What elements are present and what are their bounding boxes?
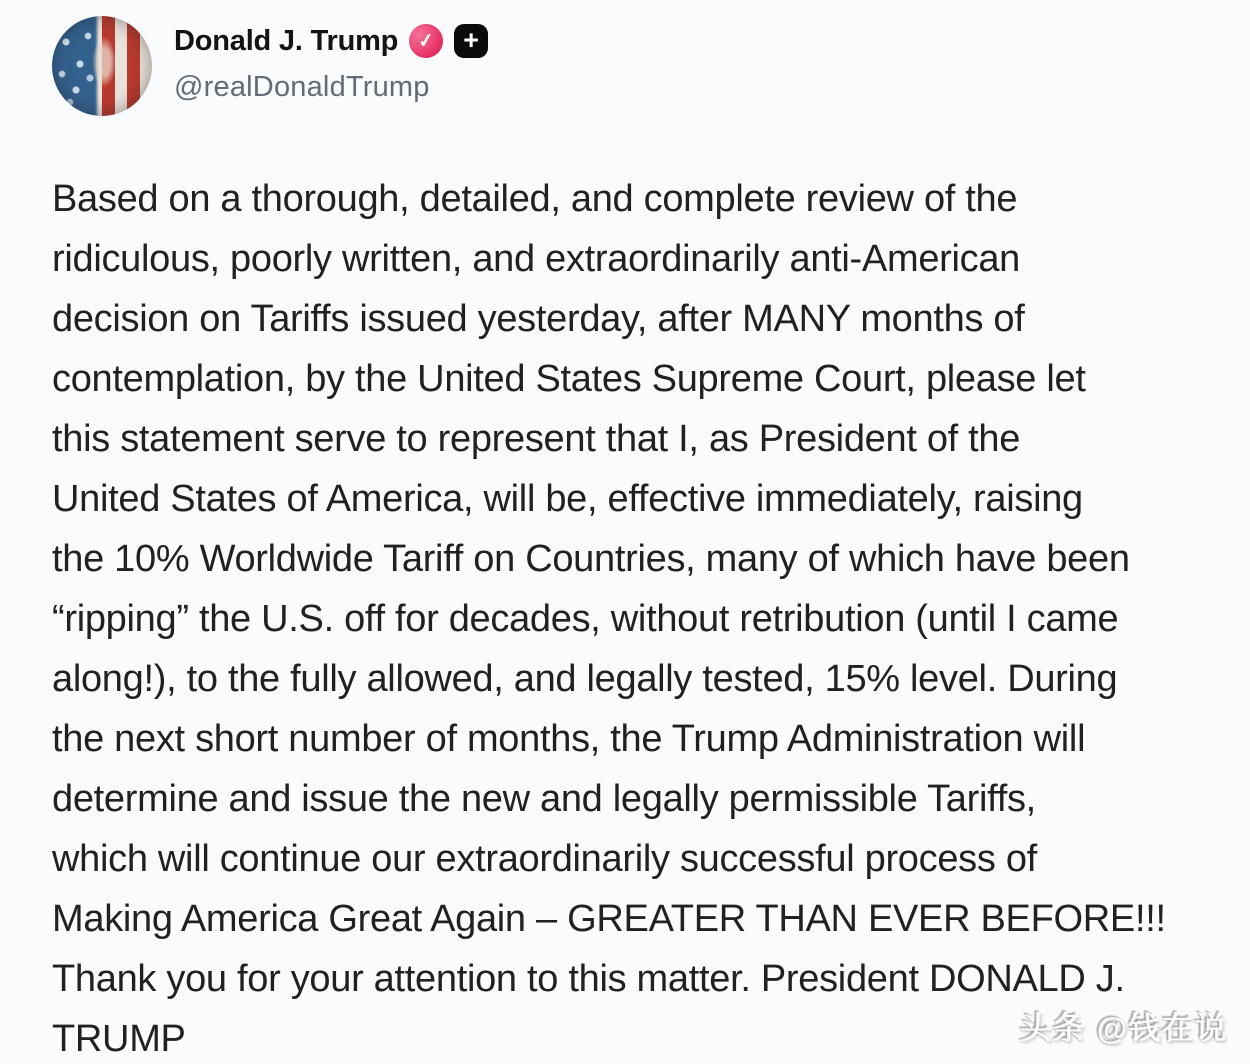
post-text-line: “ripping” the U.S. off for decades, without retribution (until I came xyxy=(52,598,1119,640)
post-text-line: the 10% Worldwide Tariff on Countries, many of which have been xyxy=(52,538,1130,580)
author-handle[interactable]: @realDonaldTrump xyxy=(174,71,430,103)
post-body-text xyxy=(52,169,1242,1064)
post-text-line: contemplation, by the United States Supreme Court, please let xyxy=(52,358,1086,400)
author-name-row xyxy=(174,24,488,58)
watermark-text: 头条 @钱在说 xyxy=(1020,1011,1228,1046)
post-text-line: along!), to the fully allowed, and legally tested, 15% level. During xyxy=(52,658,1118,700)
post-text-line: decision on Tariffs issued yesterday, after MANY months of xyxy=(52,298,1025,340)
post-text-line: this statement serve to represent that I, as President of the xyxy=(52,418,1021,460)
post-text-line: ridiculous, poorly written, and extraordinarily anti-American xyxy=(52,238,1021,280)
post-text-line: which will continue our extraordinarily successful process of xyxy=(52,838,1037,880)
post-text-line: Based on a thorough, detailed, and complete review of the xyxy=(52,178,1018,220)
plus-badge-icon: + xyxy=(454,24,488,58)
post-text-line: United States of America, will be, effective immediately, raising xyxy=(52,478,1083,520)
author-display-name[interactable]: Donald J. Trump xyxy=(174,24,399,57)
verified-badge-icon: ✓ xyxy=(407,22,445,60)
post-text-line: Making America Great Again – GREATER THAN EVER BEFORE!!! xyxy=(52,898,1166,940)
post-text-line: the next short number of months, the Trump Administration will xyxy=(52,718,1086,760)
author-name-block xyxy=(174,16,488,104)
avatar[interactable] xyxy=(52,16,152,116)
post-text-line: Thank you for your attention to this matter. President DONALD J. xyxy=(52,958,1125,1000)
post-header xyxy=(52,16,488,116)
post-text-line: TRUMP xyxy=(52,1018,186,1060)
post-text-line: determine and issue the new and legally permissible Tariffs, xyxy=(52,778,1036,820)
